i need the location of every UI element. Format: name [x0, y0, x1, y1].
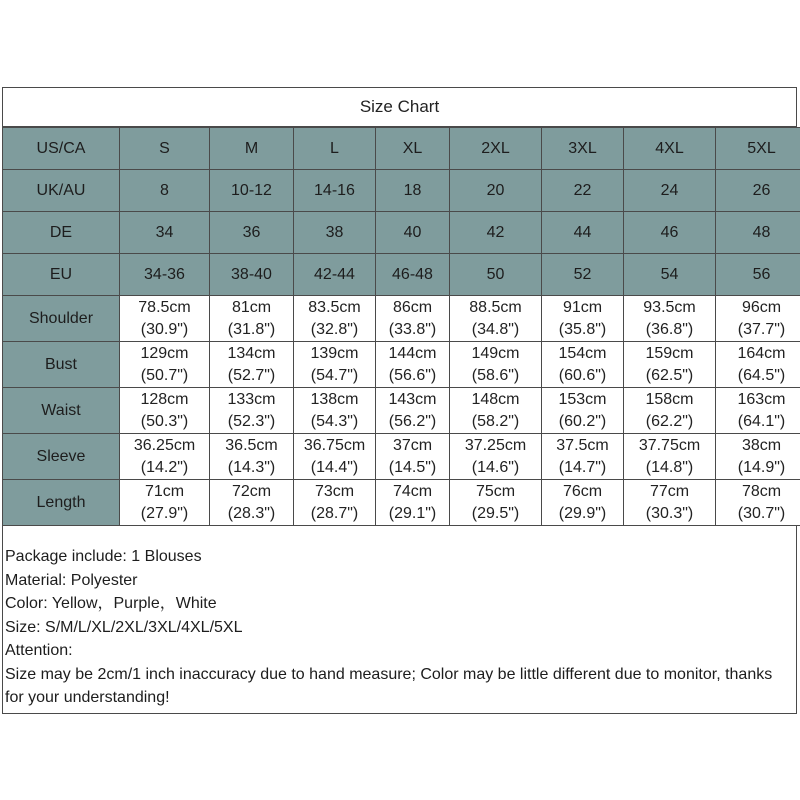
row-label: UK/AU — [3, 170, 120, 212]
cm-value: 72cm — [231, 482, 272, 500]
inch-value: (64.1") — [737, 412, 786, 430]
inch-value: (52.3") — [227, 412, 276, 430]
measurement-cell — [624, 434, 716, 480]
inch-value: (58.6") — [471, 366, 520, 384]
size-cell: 8 — [120, 170, 210, 212]
material-note: Material: Polyester — [5, 571, 138, 589]
inch-value: (31.8") — [227, 320, 276, 338]
measurement-row — [3, 388, 800, 434]
measurement-cell — [376, 342, 450, 388]
size-cell: 42-44 — [294, 254, 376, 296]
size-note: Size: S/M/L/XL/2XL/3XL/4XL/5XL — [5, 618, 243, 636]
cm-value: 153cm — [558, 390, 607, 408]
measurement-cell — [450, 480, 542, 526]
cm-value: 71cm — [144, 482, 185, 500]
cm-value: 37cm — [392, 436, 433, 454]
size-cell: 22 — [542, 170, 624, 212]
cm-value: 81cm — [231, 298, 272, 316]
measurement-cell — [294, 388, 376, 434]
measurement-cell — [210, 342, 294, 388]
measurement-cell — [120, 434, 210, 480]
inch-value: (14.9") — [737, 458, 786, 476]
measurement-cell — [542, 388, 624, 434]
cm-value: 74cm — [392, 482, 433, 500]
measurement-cell — [294, 342, 376, 388]
size-cell: M — [210, 128, 294, 170]
inch-value: (28.7") — [310, 504, 359, 522]
measurement-cell — [542, 296, 624, 342]
inch-value: (50.3") — [140, 412, 189, 430]
size-cell: 4XL — [624, 128, 716, 170]
measurement-cell — [210, 296, 294, 342]
size-cell: 5XL — [716, 128, 800, 170]
row-label: Bust — [3, 342, 120, 388]
measurement-row — [3, 296, 800, 342]
cm-value: 143cm — [388, 390, 437, 408]
inch-value: (56.2") — [388, 412, 437, 430]
measurement-cell — [120, 388, 210, 434]
size-cell: 46 — [624, 212, 716, 254]
row-label: Waist — [3, 388, 120, 434]
size-row — [3, 128, 800, 170]
size-cell: 10-12 — [210, 170, 294, 212]
cm-value: 77cm — [649, 482, 690, 500]
inch-value: (60.2") — [558, 412, 607, 430]
cm-value: 36.75cm — [303, 436, 366, 454]
inch-value: (52.7") — [227, 366, 276, 384]
cm-value: 75cm — [475, 482, 516, 500]
measurement-cell — [716, 480, 800, 526]
cm-value: 37.75cm — [638, 436, 701, 454]
measurement-cell — [450, 342, 542, 388]
size-cell: S — [120, 128, 210, 170]
inch-value: (14.6") — [471, 458, 520, 476]
measurement-row — [3, 434, 800, 480]
size-cell: 26 — [716, 170, 800, 212]
inch-value: (30.9") — [140, 320, 189, 338]
size-cell: 56 — [716, 254, 800, 296]
disclaimer-note: Size may be 2cm/1 inch inaccuracy due to hand measure; Color may be little different due to monitor, thanks for your understanding! — [5, 665, 773, 706]
size-chart-title: Size Chart — [2, 87, 797, 127]
size-cell: 54 — [624, 254, 716, 296]
cm-value: 139cm — [310, 344, 359, 362]
cm-value: 164cm — [737, 344, 786, 362]
cm-value: 91cm — [562, 298, 603, 316]
size-cell: 38 — [294, 212, 376, 254]
inch-value: (14.2") — [140, 458, 189, 476]
cm-value: 128cm — [140, 390, 189, 408]
cm-value: 86cm — [392, 298, 433, 316]
cm-value: 133cm — [227, 390, 276, 408]
cm-value: 78cm — [741, 482, 782, 500]
cm-value: 159cm — [645, 344, 694, 362]
measurement-cell — [716, 434, 800, 480]
row-label: DE — [3, 212, 120, 254]
measurement-cell — [450, 296, 542, 342]
inch-value: (14.4") — [310, 458, 359, 476]
size-chart-table — [2, 127, 800, 526]
measurement-cell — [624, 480, 716, 526]
measurement-cell — [716, 388, 800, 434]
size-cell: 14-16 — [294, 170, 376, 212]
cm-value: 163cm — [737, 390, 786, 408]
measurement-cell — [120, 342, 210, 388]
cm-value: 144cm — [388, 344, 437, 362]
measurement-cell — [542, 342, 624, 388]
measurement-cell — [294, 434, 376, 480]
measurement-cell — [624, 388, 716, 434]
size-cell: 42 — [450, 212, 542, 254]
measurement-cell — [542, 434, 624, 480]
inch-value: (14.3") — [227, 458, 276, 476]
cm-value: 36.25cm — [133, 436, 196, 454]
size-row — [3, 254, 800, 296]
cm-value: 93.5cm — [643, 298, 696, 316]
cm-value: 96cm — [741, 298, 782, 316]
inch-value: (36.8") — [645, 320, 694, 338]
measurement-cell — [376, 388, 450, 434]
cm-value: 76cm — [562, 482, 603, 500]
inch-value: (30.7") — [737, 504, 786, 522]
inch-value: (60.6") — [558, 366, 607, 384]
row-label: Shoulder — [3, 296, 120, 342]
measurement-cell — [120, 480, 210, 526]
size-cell: 24 — [624, 170, 716, 212]
cm-value: 138cm — [310, 390, 359, 408]
inch-value: (54.7") — [310, 366, 359, 384]
measurement-cell — [542, 480, 624, 526]
size-cell: 48 — [716, 212, 800, 254]
cm-value: 134cm — [227, 344, 276, 362]
measurement-cell — [376, 480, 450, 526]
cm-value: 88.5cm — [469, 298, 522, 316]
size-cell: 50 — [450, 254, 542, 296]
inch-value: (62.2") — [645, 412, 694, 430]
inch-value: (28.3") — [227, 504, 276, 522]
size-cell: 38-40 — [210, 254, 294, 296]
measurement-cell — [294, 480, 376, 526]
inch-value: (29.5") — [471, 504, 520, 522]
inch-value: (14.8") — [645, 458, 694, 476]
row-label: EU — [3, 254, 120, 296]
inch-value: (29.1") — [388, 504, 437, 522]
size-cell: XL — [376, 128, 450, 170]
row-label: Sleeve — [3, 434, 120, 480]
measurement-cell — [294, 296, 376, 342]
cm-value: 149cm — [471, 344, 520, 362]
inch-value: (54.3") — [310, 412, 359, 430]
cm-value: 37.5cm — [556, 436, 609, 454]
inch-value: (29.9") — [558, 504, 607, 522]
measurement-cell — [624, 296, 716, 342]
size-row — [3, 212, 800, 254]
size-cell: 34 — [120, 212, 210, 254]
product-notes — [5, 545, 793, 710]
size-cell: 46-48 — [376, 254, 450, 296]
size-cell: 18 — [376, 170, 450, 212]
size-cell: 40 — [376, 212, 450, 254]
inch-value: (50.7") — [140, 366, 189, 384]
inch-value: (27.9") — [140, 504, 189, 522]
inch-value: (30.3") — [645, 504, 694, 522]
size-cell: 34-36 — [120, 254, 210, 296]
size-cell: 20 — [450, 170, 542, 212]
size-row — [3, 170, 800, 212]
cm-value: 36.5cm — [225, 436, 278, 454]
cm-value: 38cm — [741, 436, 782, 454]
inch-value: (33.8") — [388, 320, 437, 338]
measurement-cell — [716, 342, 800, 388]
measurement-cell — [210, 434, 294, 480]
size-cell: 3XL — [542, 128, 624, 170]
size-cell: L — [294, 128, 376, 170]
inch-value: (62.5") — [645, 366, 694, 384]
cm-value: 154cm — [558, 344, 607, 362]
inch-value: (56.6") — [388, 366, 437, 384]
measurement-cell — [210, 388, 294, 434]
cm-value: 37.25cm — [464, 436, 527, 454]
size-cell: 36 — [210, 212, 294, 254]
color-note: Color: Yellow，Purple，White — [5, 595, 217, 612]
inch-value: (32.8") — [310, 320, 359, 338]
measurement-row — [3, 480, 800, 526]
inch-value: (14.7") — [558, 458, 607, 476]
measurement-cell — [210, 480, 294, 526]
measurement-cell — [120, 296, 210, 342]
measurement-cell — [716, 296, 800, 342]
measurement-cell — [450, 434, 542, 480]
cm-value: 83.5cm — [308, 298, 361, 316]
measurement-cell — [376, 296, 450, 342]
inch-value: (37.7") — [737, 320, 786, 338]
attention-note: Attention: — [5, 642, 73, 659]
inch-value: (58.2") — [471, 412, 520, 430]
cm-value: 148cm — [471, 390, 520, 408]
package-note: Package include: 1 Blouses — [5, 548, 202, 565]
cm-value: 158cm — [645, 390, 694, 408]
size-cell: 52 — [542, 254, 624, 296]
size-cell: 2XL — [450, 128, 542, 170]
row-label: US/CA — [3, 128, 120, 170]
cm-value: 78.5cm — [138, 298, 191, 316]
measurement-cell — [376, 434, 450, 480]
row-label: Length — [3, 480, 120, 526]
measurement-row — [3, 342, 800, 388]
inch-value: (34.8") — [471, 320, 520, 338]
inch-value: (14.5") — [388, 458, 437, 476]
measurement-cell — [450, 388, 542, 434]
inch-value: (64.5") — [737, 366, 786, 384]
cm-value: 73cm — [314, 482, 355, 500]
size-cell: 44 — [542, 212, 624, 254]
cm-value: 129cm — [140, 344, 189, 362]
inch-value: (35.8") — [558, 320, 607, 338]
measurement-cell — [624, 342, 716, 388]
